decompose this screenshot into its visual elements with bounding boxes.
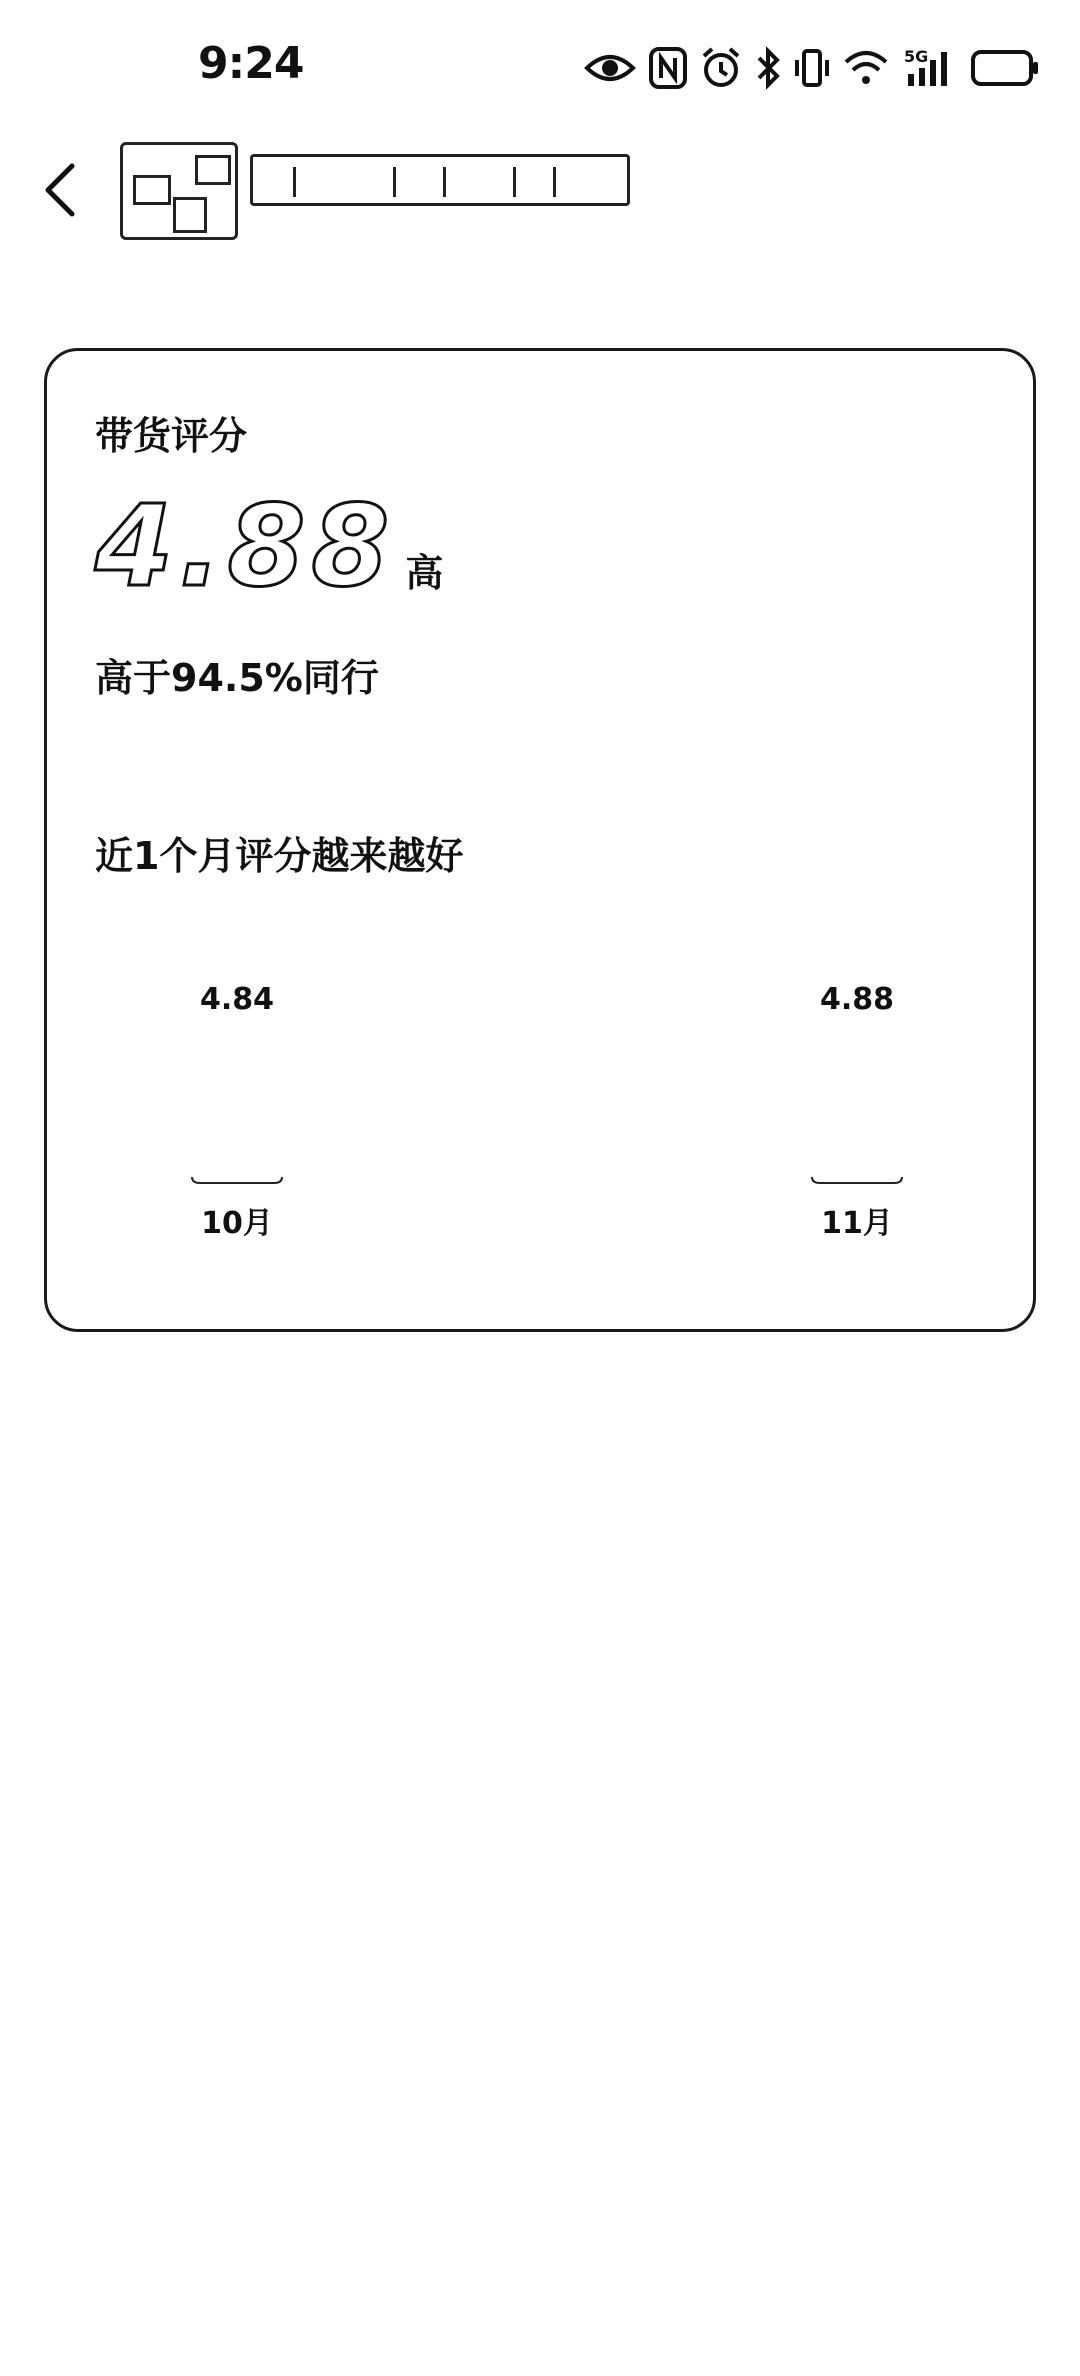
category-label: 10月 — [201, 1206, 273, 1241]
bar-1 — [192, 1177, 282, 1183]
bar-value-label: 4.88 — [819, 982, 895, 1017]
status-bar — [0, 0, 1080, 130]
score-trend-chart — [47, 951, 1033, 1291]
battery-icon — [970, 48, 1040, 88]
back-button[interactable] — [24, 146, 96, 234]
bluetooth-icon — [754, 46, 782, 90]
shop-name-text — [253, 165, 373, 200]
wifi-icon — [842, 48, 890, 88]
score-row — [95, 482, 444, 612]
vibrate-icon — [794, 46, 830, 90]
eye-icon — [584, 48, 636, 88]
bar-2 — [812, 1177, 902, 1183]
svg-text:5G: 5G — [904, 47, 929, 66]
category-label: 11月 — [821, 1206, 893, 1241]
bar-value-label: 4.84 — [199, 982, 275, 1017]
header — [0, 130, 1080, 250]
alarm-icon — [700, 46, 742, 90]
card-title: 带货评分 — [95, 414, 248, 458]
signal-5g-icon — [902, 46, 958, 90]
score-trend-svg — [47, 951, 1033, 1291]
score-card — [44, 348, 1036, 1332]
shop-avatar[interactable] — [120, 142, 238, 240]
status-icons — [584, 40, 1040, 96]
chevron-left-icon — [40, 160, 80, 220]
nfc-icon — [648, 46, 688, 90]
score-value: 4.88 — [95, 482, 396, 612]
trend-title: 近1个月评分越来越好 — [95, 834, 464, 878]
score-compare-text: 高于94.5%同行 — [95, 656, 379, 700]
status-time: 9:24 — [198, 38, 304, 89]
shop-name[interactable] — [250, 154, 630, 206]
score-level-badge: 高 — [405, 551, 444, 595]
